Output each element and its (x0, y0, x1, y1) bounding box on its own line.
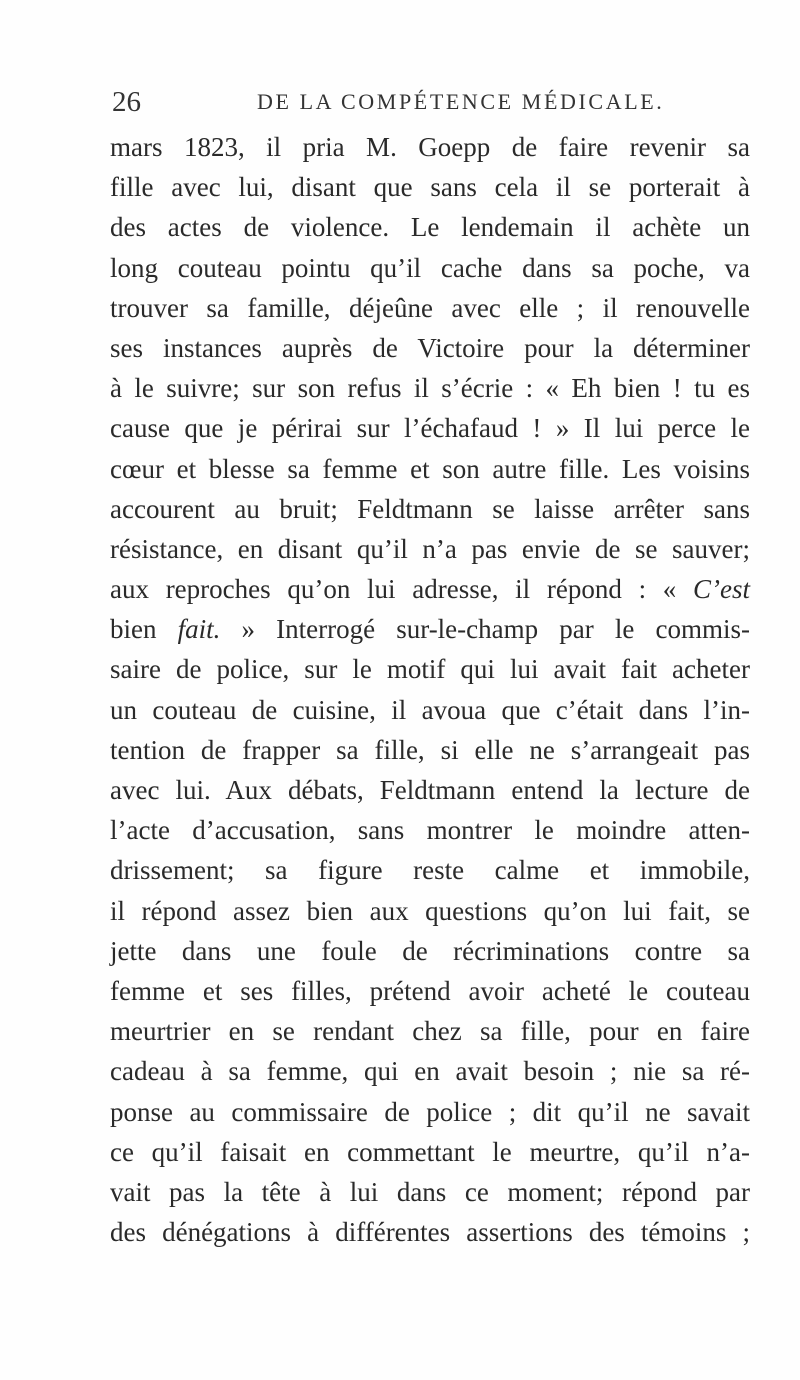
running-title: DE LA COMPÉTENCE MÉDICALE. (257, 89, 665, 114)
text-line: cause que je périrai sur l’échafaud ! » Il lui perce le (110, 413, 750, 444)
text-segment: aux reproches qu’on lui adresse, il répond : « (110, 574, 693, 605)
text-line: accourent au bruit; Feldtmann se laisse arrêter sans (110, 493, 750, 524)
body-text (110, 127, 750, 1252)
text-line: ses instances auprès de Victoire pour la déterminer (110, 332, 750, 363)
text-line: l’acte d’accusation, sans montrer le moindre atten- (110, 815, 750, 846)
text-line: ce qu’il faisait en commettant le meurtre, qu’il n’a- (110, 1136, 750, 1167)
text-line: des dénégations à différentes assertions des témoins ; (110, 1217, 750, 1248)
text-segment: » Interrogé sur-le-champ par le commis- (220, 614, 750, 645)
text-segment: bien (110, 614, 178, 645)
text-line: mars 1823, il pria M. Goepp de faire revenir sa (110, 132, 750, 162)
text-line: vait pas la tête à lui dans ce moment; répond par (110, 1176, 750, 1207)
text-line: cœur et blesse sa femme et son autre fille. Les voisins (110, 453, 750, 484)
text-line: il répond assez bien aux questions qu’on lui fait, se (110, 895, 750, 926)
text-line: saire de police, sur le motif qui lui avait fait acheter (110, 654, 750, 685)
running-head (112, 84, 732, 120)
text-line: ponse au commissaire de police ; dit qu’il ne savait (110, 1096, 750, 1127)
text-line: des actes de violence. Le lendemain il achète un (110, 212, 750, 243)
text-line: trouver sa famille, déjeûne avec elle ; il renouvelle (110, 292, 750, 323)
text-line: drissement; sa figure reste calme et immobile, (110, 855, 750, 886)
text-line: femme et ses filles, prétend avoir acheté le couteau (110, 975, 750, 1006)
italic-text: C’est (693, 574, 750, 605)
text-line: tention de frapper sa fille, si elle ne s’arrangeait pas (110, 734, 750, 765)
text-line: un couteau de cuisine, il avoua que c’était dans l’in- (110, 694, 750, 725)
text-line: jette dans une foule de récriminations contre sa (110, 935, 750, 966)
text-line: meurtrier en se rendant chez sa fille, pour en faire (110, 1016, 750, 1047)
text-line: résistance, en disant qu’il n’a pas envie de se sauver; (110, 533, 750, 564)
text-line: avec lui. Aux débats, Feldtmann entend la lecture de (110, 775, 750, 805)
text-line: cadeau à sa femme, qui en avait besoin ; nie sa ré- (110, 1056, 750, 1087)
text-line: fille avec lui, disant que sans cela il se porterait à (110, 172, 750, 203)
text-line-with-italic (110, 609, 750, 649)
text-line: à le suivre; sur son refus il s’écrie : « Eh bien ! tu es (110, 373, 750, 404)
text-line-with-italic (110, 569, 750, 609)
page-number: 26 (112, 86, 141, 118)
italic-text: fait. (177, 614, 221, 645)
text-line: long couteau pointu qu’il cache dans sa poche, va (110, 252, 750, 283)
